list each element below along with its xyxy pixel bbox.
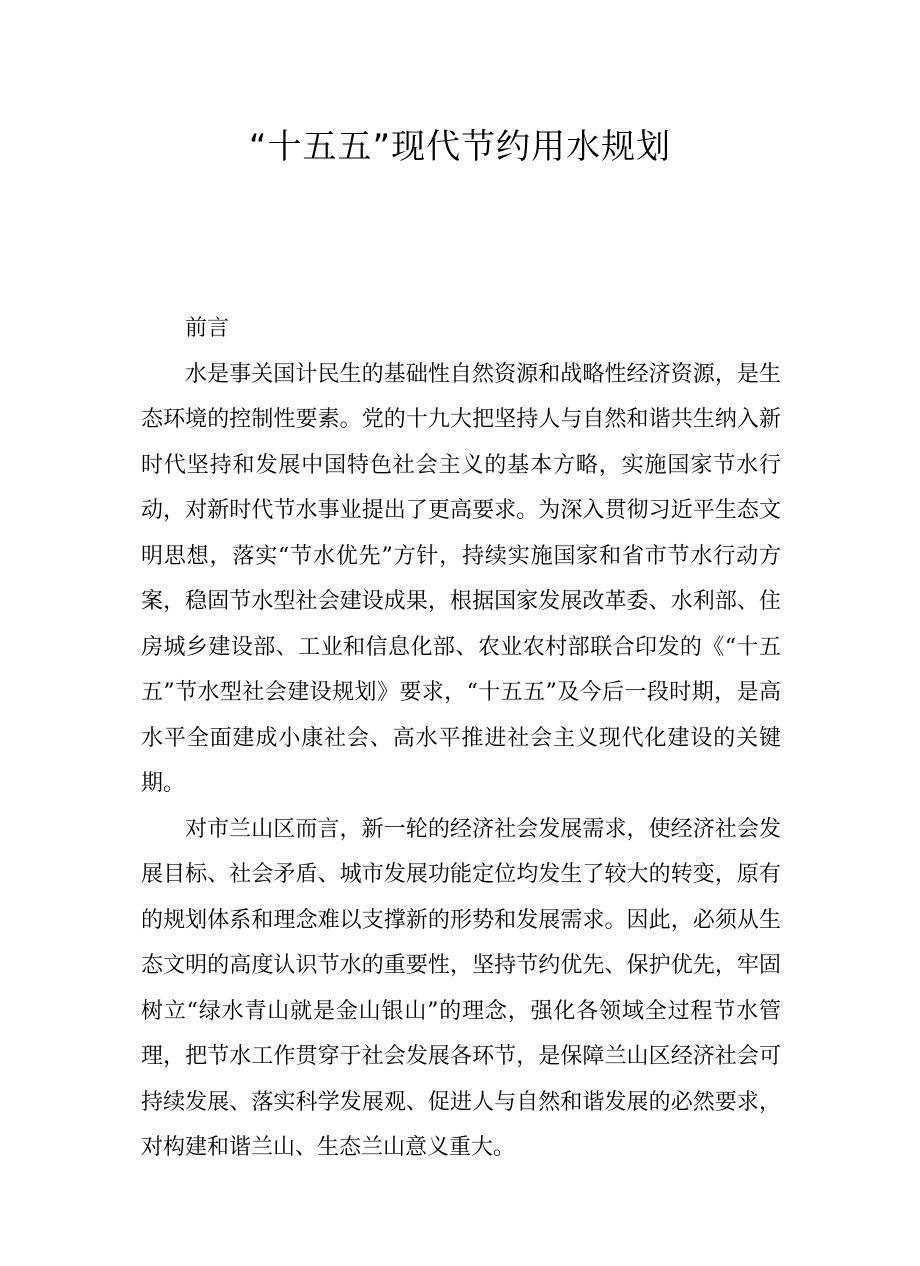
paragraph: 水是事关国计民生的基础性自然资源和战略性经济资源，是生态环境的控制性要素。党的十九大把坚持人与自然和谐共生纳入新时代坚持和发展中国特色社会主义的基本方略，实施国家节水行动，对新时代节水事业提出了更高要求。为深入贯彻习近平生态文明思想，落实“节水优先”方针，持续实施国家和省市节水行动方案，稳固节水型社会建设成果，根据国家发展改革委、水利部、住房城乡建设部、工业和信息化部、农业农村部联合印发的《“十五五”节水型社会建设规划》要求，“十五五”及今后一段时期，是高水平全面建成小康社会、高水平推进社会主义现代化建设的关键期。: [141, 361, 781, 796]
section-heading: 前言: [185, 316, 230, 341]
document-body: [141, 306, 781, 1171]
paragraph: 对市兰山区而言，新一轮的经济社会发展需求，使经济社会发展目标、社会矛盾、城市发展功能定位均发生了较大的转变，原有的规划体系和理念难以支撑新的形势和发展需求。因此，必须从生态文明的高度认识节水的重要性，坚持节约优先、保护优先，牢固树立“绿水青山就是金山银山”的理念，强化各领域全过程节水管理，把节水工作贯穿于社会发展各环节，是保障兰山区经济社会可持续发展、落实科学发展观、促进人与自然和谐发展的必然要求，对构建和谐兰山、生态兰山意义重大。: [141, 816, 781, 1160]
document-title: “十五五”现代节约用水规划: [248, 127, 672, 167]
